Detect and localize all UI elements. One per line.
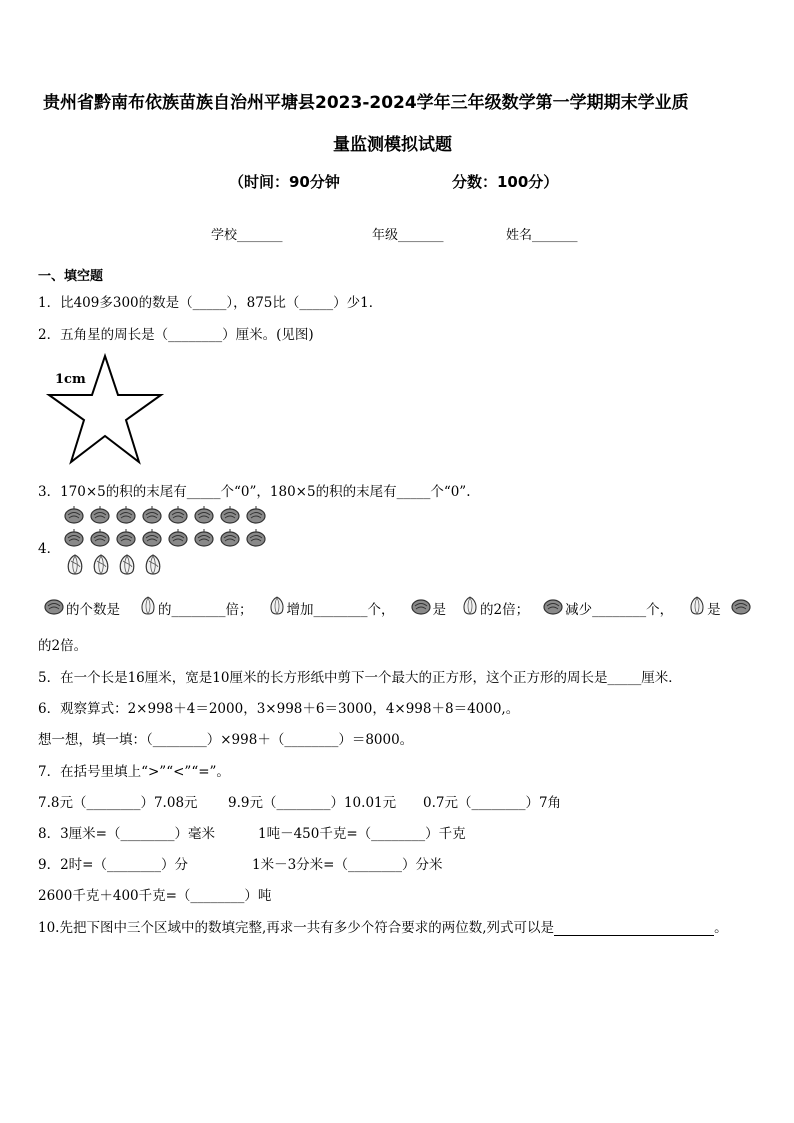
onion-icon: [118, 553, 136, 577]
q4-part-1: 的个数是: [66, 602, 120, 618]
question-2: 2．五角星的周长是（________）厘米。(见图): [38, 327, 314, 343]
q4-part-5: 的2倍；: [480, 602, 530, 618]
garlic-icon: [90, 506, 110, 524]
garlic-icon: [411, 597, 431, 619]
onion-icon: [140, 595, 156, 621]
question-10: [38, 916, 728, 936]
exam-score: 分数：100分）: [452, 173, 559, 191]
question-8a: 8．3厘米=（________）毫米: [38, 826, 215, 842]
section-heading: 一、填空题: [38, 269, 104, 284]
q4-part-2: 的________倍；: [158, 602, 253, 618]
question-9c: 2600千克＋400千克=（________）吨: [38, 888, 272, 904]
garlic-icon: [246, 529, 266, 547]
garlic-icon: [44, 597, 64, 619]
answer-blank[interactable]: [554, 934, 714, 936]
page-title-line1: 贵州省黔南布依族苗族自治州平塘县2023-2024学年三年级数学第一学期期末学业质: [43, 93, 689, 113]
garlic-row-2: [64, 529, 266, 547]
garlic-icon: [142, 529, 162, 547]
question-9a: 9．2时=（________）分: [38, 857, 188, 873]
garlic-icon: [168, 529, 188, 547]
question-7a: 7.8元（________）7.08元: [38, 795, 198, 811]
garlic-icon: [543, 597, 563, 619]
q4-part-3: 增加________个，: [286, 602, 395, 618]
garlic-icon: [142, 506, 162, 524]
question-1: 1．比409多300的数是（_____），875比（_____）少1．: [38, 295, 383, 311]
exam-time: （时间：90分钟: [229, 173, 340, 191]
question-7b: 9.9元（________）10.01元: [228, 795, 397, 811]
onion-icon: [462, 595, 478, 621]
garlic-icon: [731, 597, 751, 619]
question-4-end: 的2倍。: [38, 638, 88, 654]
star-icon: [45, 352, 165, 468]
question-5: 5．在一个长是16厘米，宽是10厘米的长方形纸中剪下一个最大的正方形，这个正方形的周长是_____厘米．: [38, 670, 682, 686]
question-6: 6．观察算式：2×998＋4＝2000，3×998＋6＝3000，4×998＋8＝4000,。: [38, 701, 520, 717]
question-7: 7．在括号里填上“>”“<”“=”。: [38, 764, 230, 780]
question-7c: 0.7元（________）7角: [423, 795, 562, 811]
question-4-line: [44, 595, 751, 621]
q4-part-7: 是: [707, 602, 721, 618]
onion-row: [66, 553, 162, 577]
onion-icon: [689, 595, 705, 621]
garlic-icon: [64, 506, 84, 524]
garlic-icon: [194, 529, 214, 547]
onion-icon: [144, 553, 162, 577]
page-title-line2: 量监测模拟试题: [333, 135, 452, 155]
q4-part-4: 是: [432, 602, 446, 618]
star-figure: [45, 352, 165, 468]
garlic-icon: [90, 529, 110, 547]
garlic-icon: [168, 506, 188, 524]
garlic-icon: [220, 529, 240, 547]
garlic-icon: [246, 506, 266, 524]
onion-icon: [92, 553, 110, 577]
question-10-end: 。: [714, 920, 728, 936]
question-3: 3．170×5的积的末尾有_____个“0”，180×5的积的末尾有_____个“0”.: [38, 484, 471, 500]
grade-field[interactable]: 年级_______: [372, 228, 444, 243]
name-field[interactable]: 姓名_______: [506, 228, 578, 243]
garlic-icon: [220, 506, 240, 524]
question-8b: 1吨－450千克=（________）千克: [258, 826, 466, 842]
question-9b: 1米－3分米=（________）分米: [252, 857, 443, 873]
question-10-text: 10.先把下图中三个区域中的数填完整,再求一共有多少个符合要求的两位数,列式可以是: [38, 920, 555, 936]
question-4-number: 4．: [38, 541, 61, 557]
garlic-icon: [116, 506, 136, 524]
garlic-icon: [64, 529, 84, 547]
star-label: 1cm: [55, 372, 86, 387]
question-6-fill: 想一想，填一填：（________）×998＋（________）＝8000。: [38, 732, 414, 748]
garlic-icon: [194, 506, 214, 524]
garlic-row-1: [64, 506, 266, 524]
q4-part-6: 减少________个，: [565, 602, 674, 618]
garlic-icon: [116, 529, 136, 547]
onion-icon: [66, 553, 84, 577]
school-field[interactable]: 学校_______: [211, 228, 283, 243]
onion-icon: [269, 595, 285, 621]
